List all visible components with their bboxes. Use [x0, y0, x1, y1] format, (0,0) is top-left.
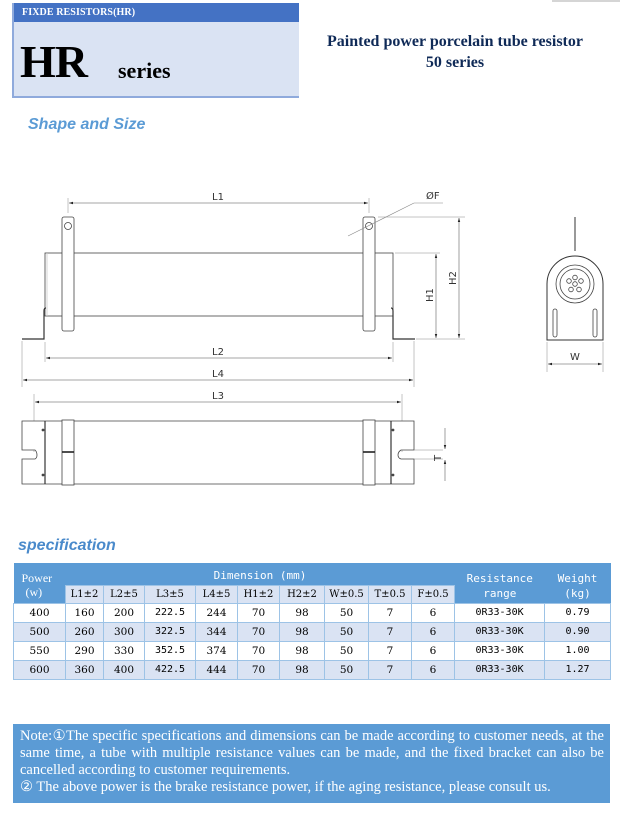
series-word: series	[118, 58, 171, 83]
col-T: T±0.5	[369, 585, 412, 603]
col-H1: H1±2	[238, 585, 280, 603]
col-L2: L2±5	[104, 585, 145, 603]
note-box	[13, 724, 610, 803]
col-W: W±0.5	[325, 585, 369, 603]
table-row: 500 260 300 322.5 344 70 98 50 7 6 0R33-30K 0.90	[14, 622, 611, 641]
resistance-header: Resistance range	[455, 563, 545, 603]
product-title-line1: Painted power porcelain tube resistor	[327, 33, 583, 50]
dimension-header: Dimension (mm)	[66, 563, 455, 585]
col-L1: L1±2	[66, 585, 104, 603]
shape-section-title: Shape and Size	[28, 116, 146, 133]
weight-header: Weight (kg)	[545, 563, 611, 603]
label-W: W	[570, 352, 580, 363]
label-F: ØF	[426, 191, 440, 202]
col-F: F±0.5	[412, 585, 455, 603]
power-header: Power (w)	[14, 563, 66, 603]
label-L4: L4	[212, 369, 224, 380]
product-title-line2: 50 series	[425, 54, 485, 71]
dimension-drawing	[0, 150, 623, 530]
table-row: 600 360 400 422.5 444 70 98 50 7 6 0R33-30K 1.27	[14, 660, 611, 679]
table-row: 550 290 330 352.5 374 70 98 50 7 6 0R33-30K 1.00	[14, 641, 611, 660]
label-T: T	[433, 454, 444, 461]
spec-section-title: specification	[18, 537, 116, 554]
table-row: 400 160 200 222.5 244 70 98 50 7 6 0R33-30K 0.79	[14, 603, 611, 622]
product-title	[300, 31, 610, 73]
col-L4: L4±5	[196, 585, 238, 603]
note-line-1: Note:①The specific specifications and dimensions can be made according to customer needs, at the same time, a tube with multiple resistance values can be made, and the fixed bracket can also be cancelled according to customer requirements.	[20, 728, 604, 778]
resistor-drawing	[0, 150, 623, 530]
label-L1: L1	[212, 192, 224, 203]
col-L3: L3±5	[145, 585, 196, 603]
category-label: FIXDE RESISTORS(HR)	[14, 3, 299, 22]
label-L3: L3	[212, 391, 224, 402]
label-H2: H2	[448, 271, 459, 285]
series-header-box	[12, 3, 299, 98]
note-line-2: ② The above power is the brake resistance power, if the aging resistance, please consult us.	[20, 779, 551, 795]
label-H1: H1	[425, 288, 436, 302]
corner-mark	[552, 0, 620, 2]
label-L2: L2	[212, 347, 224, 358]
spec-table	[13, 563, 611, 680]
series-code: HR	[20, 36, 87, 87]
col-H2: H2±2	[280, 585, 325, 603]
